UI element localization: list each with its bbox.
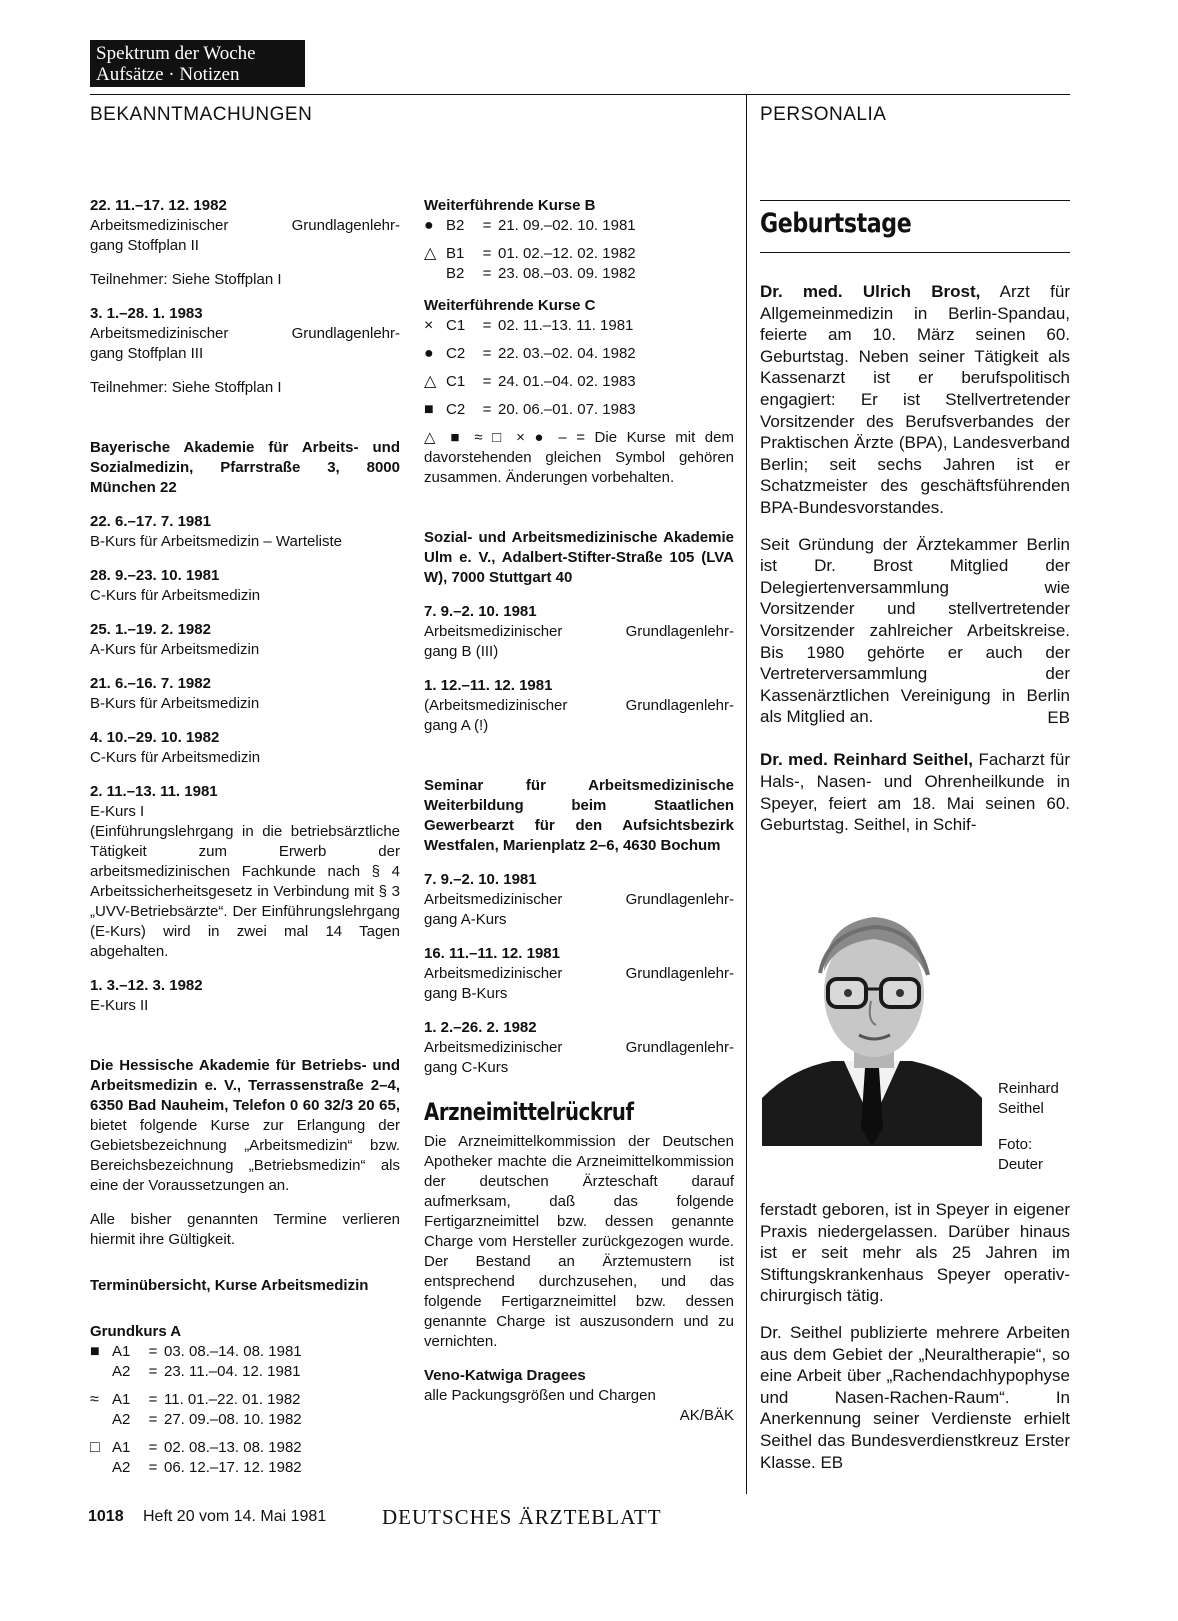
- symbol-legend: △ ■ ≈ □ × ● – = Die Kurse mit dem davorstehenden gleichen Symbol gehören zusammen. Änderungen vorbehalten.: [424, 429, 734, 486]
- course-entry: [90, 512, 400, 552]
- course-date: 1. 12.–11. 12. 1981: [424, 677, 553, 694]
- course-row: [90, 1362, 400, 1382]
- hessian-academy-paragraph: [90, 1056, 400, 1196]
- course-entry: [424, 944, 734, 1004]
- course-group: [424, 244, 734, 284]
- course-date: 1. 2.–26. 2. 1982: [424, 1019, 537, 1036]
- participants-note: Teilnehmer: Siehe Stoffplan I: [90, 271, 282, 288]
- signature: EB: [1047, 707, 1070, 727]
- course-date: 2. 11.–13. 11. 1981: [90, 783, 218, 800]
- paragraph-text: Arzt für Allgemeinmedizin in Berlin-Spandau, feierte am 10. März seinen 60. Geburtstag. Neben seiner Tätigkeit als Kassenarzt ist er berufspolitisch engagiert: Er ist Stellvertretender Vorsitzender des Berufsverbandes der Praktischen Ärzte (BPA), Landesverband Berlin; seit sechs Jahren ist er Schatzmeister des geschäftsführenden BPA-Bundesvorstandes.: [760, 282, 1070, 517]
- course-dates: 23. 11.–04. 12. 1981: [164, 1363, 301, 1380]
- equals-sign: =: [482, 217, 492, 234]
- heading-rule-bottom: [760, 252, 1070, 253]
- course-group: [90, 1390, 400, 1430]
- basic-course-list: [90, 1342, 400, 1478]
- course-text: gang Stoffplan III: [90, 345, 204, 362]
- course-code: A2: [112, 1411, 131, 1428]
- course-text: E-Kurs II: [90, 997, 149, 1014]
- course-row: [90, 1438, 400, 1458]
- equals-sign: =: [148, 1391, 158, 1408]
- course-code: A2: [112, 1459, 131, 1476]
- heading-rule-top: [760, 200, 1070, 201]
- person-name: Dr. med. Reinhard Seithel,: [760, 750, 974, 770]
- validity-note: Alle bisher genannten Termine verlieren hiermit ihre Gültigkeit.: [90, 1211, 400, 1248]
- course-group: [424, 400, 734, 420]
- course-code: B2: [446, 265, 465, 282]
- course-date: 7. 9.–2. 10. 1981: [424, 603, 537, 620]
- course-entry: [90, 566, 400, 606]
- equals-sign: =: [482, 265, 492, 282]
- course-text: C-Kurs für Arbeitsmedizin: [90, 749, 261, 766]
- equals-sign: =: [148, 1411, 158, 1428]
- column-divider: [746, 94, 747, 1494]
- course-text: Grundlagenlehr-: [625, 965, 734, 982]
- course-dates: 21. 09.–02. 10. 1981: [498, 217, 636, 234]
- journal-name: DEUTSCHES ÄRZTEBLATT: [382, 1505, 662, 1529]
- advanced-course-b-heading: Weiterführende Kurse B: [424, 197, 596, 214]
- paragraph-text: Facharzt für Hals-, Nasen- und Ohrenheilkunde in Speyer, feiert am 18. Mai seinen 60. Geburtstag. Seithel, in Schif-: [760, 750, 1070, 835]
- course-code: C2: [446, 345, 466, 362]
- course-row: [424, 244, 734, 264]
- course-symbol: ●: [424, 345, 434, 362]
- course-symbol: △: [424, 245, 437, 262]
- course-code: C1: [446, 317, 466, 334]
- drug-batches: alle Packungsgrößen und Chargen: [424, 1387, 656, 1404]
- course-symbol: ×: [424, 317, 434, 334]
- course-entry: [424, 1018, 734, 1078]
- course-description: (Einführungslehrgang in die betriebsärztliche Tätigkeit zum Erwerb der arbeitsmedizinischen Fachkunde nach § 4 Arbeitssicherheitsgesetz in Verbindung mit § 3 „UVV-Betriebsärzte“. Der Einführungslehrgang (E-Kurs) wird in zwei mal 14 Tagen abgehalten.: [90, 823, 400, 960]
- schedule-heading: Terminübersicht, Kurse Arbeitsmedizin: [90, 1277, 369, 1294]
- drug-name: Veno-Katwiga Dragees: [424, 1367, 586, 1384]
- course-symbol: ■: [90, 1343, 100, 1360]
- course-code: B1: [446, 245, 465, 262]
- course-text: gang B-Kurs: [424, 985, 508, 1002]
- course-text: Grundlagenlehr-: [291, 217, 400, 234]
- course-dates: 03. 08.–14. 08. 1981: [164, 1343, 302, 1360]
- column-2: [424, 196, 734, 1426]
- course-code: A1: [112, 1391, 131, 1408]
- course-row: [424, 372, 734, 392]
- participants-note: Teilnehmer: Siehe Stoffplan I: [90, 379, 282, 396]
- institution-heading: Bayerische Akademie für Arbeits- und Sozialmedizin, Pfarrstraße 3, 8000 München 22: [90, 439, 400, 496]
- course-date: 16. 11.–11. 12. 1981: [424, 945, 560, 962]
- signature: AK/BÄK: [679, 1407, 734, 1424]
- course-dates: 23. 08.–03. 09. 1982: [498, 265, 636, 282]
- course-row: [90, 1342, 400, 1362]
- course-c-list: [424, 316, 734, 420]
- paragraph: [760, 749, 1070, 835]
- course-code: C1: [446, 373, 466, 390]
- course-row: [90, 1410, 400, 1430]
- course-row: [424, 316, 734, 336]
- course-date: 25. 1.–19. 2. 1982: [90, 621, 211, 638]
- course-text: gang C-Kurs: [424, 1059, 509, 1076]
- course-text: Arbeitsmedizinischer: [424, 1039, 563, 1056]
- course-dates: 11. 01.–22. 01. 1982: [164, 1391, 301, 1408]
- course-text: A-Kurs für Arbeitsmedizin: [90, 641, 260, 658]
- course-symbol: □: [90, 1439, 100, 1456]
- course-entry: [424, 602, 734, 662]
- course-date: 4. 10.–29. 10. 1982: [90, 729, 220, 746]
- course-entry: [90, 976, 400, 1016]
- course-group: [90, 1342, 400, 1382]
- course-text: Grundlagenlehr-: [625, 1039, 734, 1056]
- course-entry: [90, 674, 400, 714]
- course-dates: 02. 11.–13. 11. 1981: [498, 317, 634, 334]
- course-row: [424, 344, 734, 364]
- course-code: C2: [446, 401, 466, 418]
- course-date: 28. 9.–23. 10. 1981: [90, 567, 220, 584]
- caption-line: Deuter: [998, 1156, 1044, 1173]
- course-dates: 02. 08.–13. 08. 1982: [164, 1439, 302, 1456]
- course-code: B2: [446, 217, 465, 234]
- paragraph-text: bietet folgende Kurse zur Erlangung der Gebietsbezeichnung „Arbeitsmedizin“ bzw. Bereichsbezeichnung „Betriebsmedizin“ als eine der Voraussetzungen an.: [90, 1117, 400, 1194]
- course-text: Arbeitsmedizinischer: [424, 891, 563, 908]
- course-dates: 06. 12.–17. 12. 1982: [164, 1459, 302, 1476]
- course-text: B-Kurs für Arbeitsmedizin: [90, 695, 260, 712]
- course-dates: 24. 01.–04. 02. 1983: [498, 373, 636, 390]
- equals-sign: =: [148, 1343, 158, 1360]
- course-entry: [90, 620, 400, 660]
- course-text: Grundlagenlehr-: [625, 623, 734, 640]
- course-group: [90, 1438, 400, 1478]
- course-text: Grundlagenlehr-: [625, 697, 734, 714]
- course-row: [424, 216, 734, 236]
- person-name: Dr. med. Ulrich Brost,: [760, 282, 981, 301]
- portrait-photo: [762, 893, 982, 1146]
- paragraph: Dr. Seithel publizierte mehrere Arbeiten aus dem Gebiet der „Neuraltherapie“, so eine Arbeit über „Rachendachhypophyse und Nasen-Rachen-Raum“. In Anerkennung seiner Verdienste erhielt Seithel das Bundesverdienstkreuz Erster Klasse. EB: [760, 1322, 1070, 1472]
- column-3-top: [760, 281, 1070, 851]
- institution-heading: Seminar für Arbeitsmedizinische Weiterbildung beim Staatlichen Gewerbearzt für den Aufsichtsbezirk Westfalen, Marienplatz 2–6, 4630 Bochum: [424, 777, 734, 854]
- basic-course-heading: Grundkurs A: [90, 1323, 182, 1340]
- column-3-bottom: [760, 1199, 1070, 1488]
- course-code: A1: [112, 1439, 131, 1456]
- course-entry: [90, 728, 400, 768]
- course-date: 22. 6.–17. 7. 1981: [90, 513, 211, 530]
- masthead-line-2: Aufsätze · Notizen: [96, 64, 240, 85]
- course-text: Arbeitsmedizinischer: [424, 965, 563, 982]
- equals-sign: =: [148, 1439, 158, 1456]
- course-text: Grundlagenlehr-: [291, 325, 400, 342]
- caption-line: Foto:: [998, 1136, 1033, 1153]
- page-number: 1018: [88, 1508, 124, 1525]
- course-dates: 01. 02.–12. 02. 1982: [498, 245, 636, 262]
- course-text: Arbeitsmedizinischer: [424, 623, 563, 640]
- institution-heading: Sozial- und Arbeitsmedizinische Akademie Ulm e. V., Adalbert-Stifter-Straße 105 (LVA W), 7000 Stuttgart 40: [424, 529, 734, 586]
- course-text: B-Kurs für Arbeitsmedizin – Warteliste: [90, 533, 343, 550]
- course-text: E-Kurs I: [90, 803, 145, 820]
- course-symbol: △: [424, 373, 437, 390]
- masthead-line-1: Spektrum der Woche: [96, 43, 256, 64]
- institution-heading: Die Hessische Akademie für Betriebs- und Arbeitsmedizin e. V., Terrassenstraße 2–4, 6350 Bad Nauheim, Telefon 0 60 32/3 20 65,: [90, 1057, 400, 1114]
- equals-sign: =: [482, 401, 492, 418]
- column-1: [90, 196, 400, 1486]
- course-dates: 20. 06.–01. 07. 1983: [498, 401, 636, 418]
- course-date: 3. 1.–28. 1. 1983: [90, 305, 203, 322]
- birthdays-heading: Geburtstage: [760, 208, 912, 239]
- course-text: gang A (!): [424, 717, 489, 734]
- course-entry: [424, 870, 734, 930]
- equals-sign: =: [482, 245, 492, 262]
- course-b-list: [424, 216, 734, 284]
- advanced-course-c-heading: Weiterführende Kurse C: [424, 297, 596, 314]
- recall-text: Die Arzneimittelkommission der Deutschen Apotheker machte die Arzneimittelkommission der deutschen Ärzteschaft darauf aufmerksam, daß das folgende Fertigarzneimittel bzw. dessen genannte Charge vom Hersteller zurückgezogen wurde. Der Bestand an Ärztemustern ist entsprechend durchzusehen, und das folgende Fertigarzneimittel bzw. dessen genannte Charge ist auszusondern und zu vernichten.: [424, 1133, 734, 1350]
- course-entry: [90, 304, 400, 364]
- equals-sign: =: [148, 1459, 158, 1476]
- course-date: 22. 11.–17. 12. 1982: [90, 197, 227, 214]
- course-row: [90, 1390, 400, 1410]
- top-rule: [90, 94, 1070, 95]
- equals-sign: =: [148, 1363, 158, 1380]
- course-text: Arbeitsmedizinischer: [90, 325, 229, 342]
- equals-sign: =: [482, 317, 492, 334]
- course-row: [424, 264, 734, 284]
- course-dates: 22. 03.–02. 04. 1982: [498, 345, 636, 362]
- equals-sign: =: [482, 345, 492, 362]
- course-text: Arbeitsmedizinischer: [90, 217, 229, 234]
- paragraph: [760, 281, 1070, 519]
- course-group: [424, 344, 734, 364]
- section-label-bekanntmachungen: BEKANNTMACHUNGEN: [90, 104, 313, 125]
- course-symbol: ■: [424, 401, 434, 418]
- caption-line: Reinhard: [998, 1080, 1059, 1097]
- photo-caption: [998, 1079, 1059, 1175]
- course-group: [424, 372, 734, 392]
- caption-line: Seithel: [998, 1100, 1044, 1117]
- paragraph: ferstadt geboren, ist in Speyer in eigener Praxis niedergelassen. Darüber hinaus ist er seit mehr als 25 Jahren im Stiftungskrankenhaus Speyer operativ-chirurgisch tätig.: [760, 1200, 1070, 1306]
- course-group: [424, 216, 734, 236]
- course-row: [90, 1458, 400, 1478]
- recall-heading: Arzneimittelrückruf: [424, 1098, 634, 1126]
- course-code: A1: [112, 1343, 131, 1360]
- course-text: (Arbeitsmedizinischer: [424, 697, 568, 714]
- equals-sign: =: [482, 373, 492, 390]
- masthead: [90, 40, 305, 87]
- course-text: Grundlagenlehr-: [625, 891, 734, 908]
- course-entry: [424, 676, 734, 736]
- course-date: 7. 9.–2. 10. 1981: [424, 871, 537, 888]
- course-row: [424, 400, 734, 420]
- course-code: A2: [112, 1363, 131, 1380]
- course-date: 21. 6.–16. 7. 1982: [90, 675, 211, 692]
- course-symbol: ●: [424, 217, 434, 234]
- course-text: gang B (III): [424, 643, 499, 660]
- course-text: C-Kurs für Arbeitsmedizin: [90, 587, 261, 604]
- course-text: gang Stoffplan II: [90, 237, 199, 254]
- section-label-personalia: PERSONALIA: [760, 104, 887, 125]
- course-text: gang A-Kurs: [424, 911, 507, 928]
- course-symbol: ≈: [90, 1391, 99, 1408]
- paragraph: Seit Gründung der Ärztekammer Berlin ist Dr. Brost Mitglied der Delegiertenversammlung wie Vorsitzender und stellvertretender Vorsitzender zahlreicher Arbeitskreise. Bis 1980 gehörte er auch der Vertreterversammlung der Kassenärztlichen Vereinigung in Berlin als Mitglied an.: [760, 534, 1070, 727]
- issue-info: Heft 20 vom 14. Mai 1981: [143, 1508, 327, 1525]
- course-date: 1. 3.–12. 3. 1982: [90, 977, 203, 994]
- course-entry: [90, 782, 400, 962]
- course-group: [424, 316, 734, 336]
- course-dates: 27. 09.–08. 10. 1982: [164, 1411, 302, 1428]
- course-entry: [90, 196, 400, 256]
